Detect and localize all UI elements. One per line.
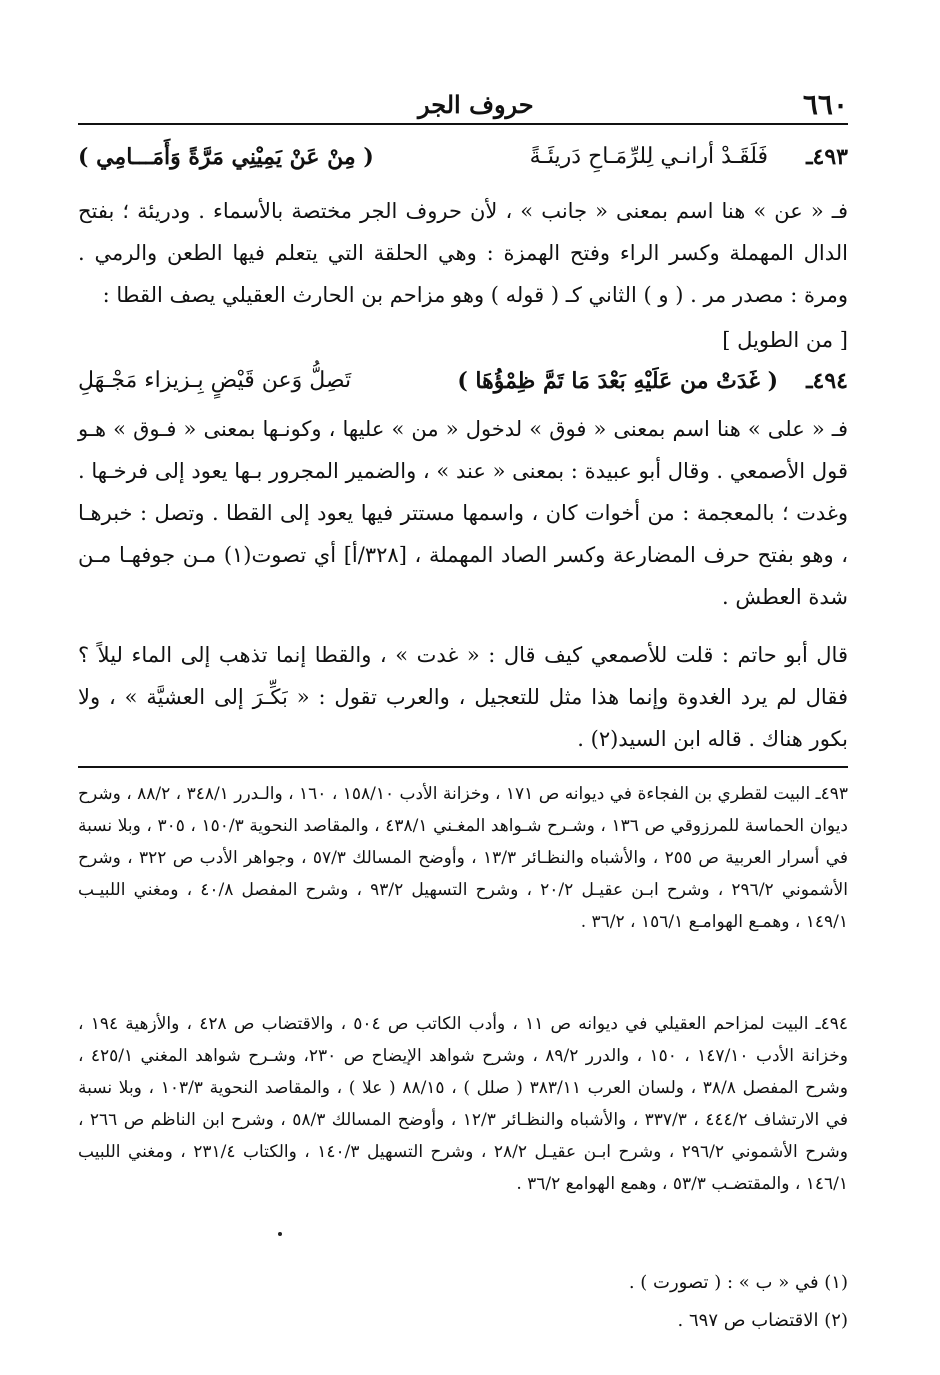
footnote-note-1: (١) في « ب » : ( تصورت ) . [628,1272,848,1293]
commentary-paragraph-1: فـ « عن » هنا اسم بمعنى « جانب » ، لأن حروف الجر مختصة بالأسماء . ودريئة ؛ بفتح الدال المهملة وكسر الراء وفتح الهمزة : وهي الحلقة التي يتعلم فيها الطعن والرمي . ومرة : مصدر مر . ( و ) الثاني كـ ( قوله ) وهو مزاحم بن الحارث العقيلي يصف القطا : [78,199,848,307]
stray-dot [278,1232,282,1236]
verse-493 [78,140,848,180]
footnote-494: ٤٩٤ـ البيت لمزاحم العقيلي في ديوانه ص ١١ ، وأدب الكاتب ص ٥٠٤ ، والاقتضاب ص ٤٢٨ ، والأزهية ١٩٤ ، وخزانة الأدب ١٤٧/١٠ ، ١٥٠ ، والدرر ٨٩/٢ ، وشرح شواهد الإيضاح ص ٢٣٠، وشـرح شواهد المغني ٤٢٥/١ ، وشرح المفصل ٣٨/٨ ، ولسان العرب ٣٨٣/١١ ( صلل ) ، ٨٨/١٥ ( علا ) ، والمقاصد النحوية ١٠٣/٣ ، وبلا نسبة في الارتشاف ٤٤٤/٢ ، ٣٣٧/٣ ، والأشباه والنظـائر ١٢/٣ ، وأوضح المسالك ٥٨/٣ ، وشرح ابن الناظم ص ٢٦٦ ، وشرح الأشموني ٢٩٦/٢ ، وشرح ابـن عقيـل ٢٨/٢ ، وشرح التسهيل ١٤٠/٣ ، والكتاب ٢٣١/٤ ، ومغني اللبيب ١٤٦/١ ، والمقتضـب ٥٣/٣ ، وهمع الهوامع ٣٦/٢ . [78,1014,849,1194]
running-title: حروف الجر [418,90,534,119]
verse-number: ٤٩٤ـ [806,368,848,394]
verse-hemistich-first: فَلَقَـدْ أرانـي لِلرِّمَـاحِ دَريئَـةً [529,144,768,169]
footnote-rule [78,766,848,768]
verse-hemistich-second: ( مِنْ عَنْ يَمِيْنِي مَرَّةً وَأَمَـــامِي ) [78,144,374,170]
footnote-note-2: (٢) الاقتضاب ص ٦٩٧ . [677,1310,848,1331]
commentary-paragraph-2: فـ « على » هنا اسم بمعنى « فوق » لدخول « من » عليها ، وكونـها بمعنى « فـوق » هـو قول الأصمعي . وقال أبو عبيدة : بمعنى « عند » ، والضمير المجرور بـها يعود إلى فرخـها . وغدت ؛ بالمعجمة : من أخوات كان ، واسمها مستتر فيها يعود إلى القطا . وتصل : خبرهـا ، وهو بفتح حرف المضارعة وكسر الصاد المهملة ، [٣٢٨/أ] أي تصوت(١) مـن جوفهـا مـن شدة العطش . [78,417,849,609]
header-rule [78,123,848,125]
commentary-paragraph-3: قال أبو حاتم : قلت للأصمعي كيف قال : « غدت » ، والقطا إنما تذهب إلى الماء ليلاً ؟ فقال لم يرد الغدوة وإنما هذا مثل للتعجيل ، والعرب تقول : « بَكِّـرَ إلى العشيَّة » ، ولا بكور هناك . قاله ابن السيد(٢) . [78,643,848,751]
verse-hemistich-first: ( غَدَتْ من عَلَيْهِ بَعْدَ مَا تَمَّ ظِمْؤُهَا ) [457,368,778,394]
page-number: ٦٦٠ [802,88,848,121]
verse-number: ٤٩٣ـ [806,144,848,170]
footnote-493: ٤٩٣ـ البيت لقطري بن الفجاءة في ديوانه ص ١٧١ ، وخزانة الأدب ١٥٨/١٠ ، ١٦٠ ، والـدرر ٣٤٨/١ ، ٨٨/٢ ، وشرح ديوان الحماسة للمرزوقي ص ١٣٦ ، وشـرح شـواهد المغـني ٤٣٨/١ ، والمقاصد النحوية ١٥٠/٣ ، ٣٠٥ ، وبلا نسبة في أسرار العربية ص ٢٥٥ ، والأشباه والنظـائر ١٣/٣ ، وأوضح المسالك ٥٧/٣ ، وجواهر الأدب ص ٣٢٢ ، وشرح الأشموني ٢٩٦/٢ ، وشرح ابـن عقيـل ٢٠/٢ ، وشرح التسهيل ٩٣/٢ ، وشرح المفصل ٤٠/٨ ، ومغني اللبيـب ١٤٩/١ ، وهمـع الهوامـع ١٥٦/١ ، ٣٦/٢ . [78,784,849,932]
page-header [78,88,848,124]
verse-hemistich-second: تَصِلُّ وَعن قَيْضٍ بِـزيزاء مَجْـهَلِ [78,368,352,393]
meter-label: [ من الطويل ] [722,328,848,352]
verse-494 [78,364,848,404]
